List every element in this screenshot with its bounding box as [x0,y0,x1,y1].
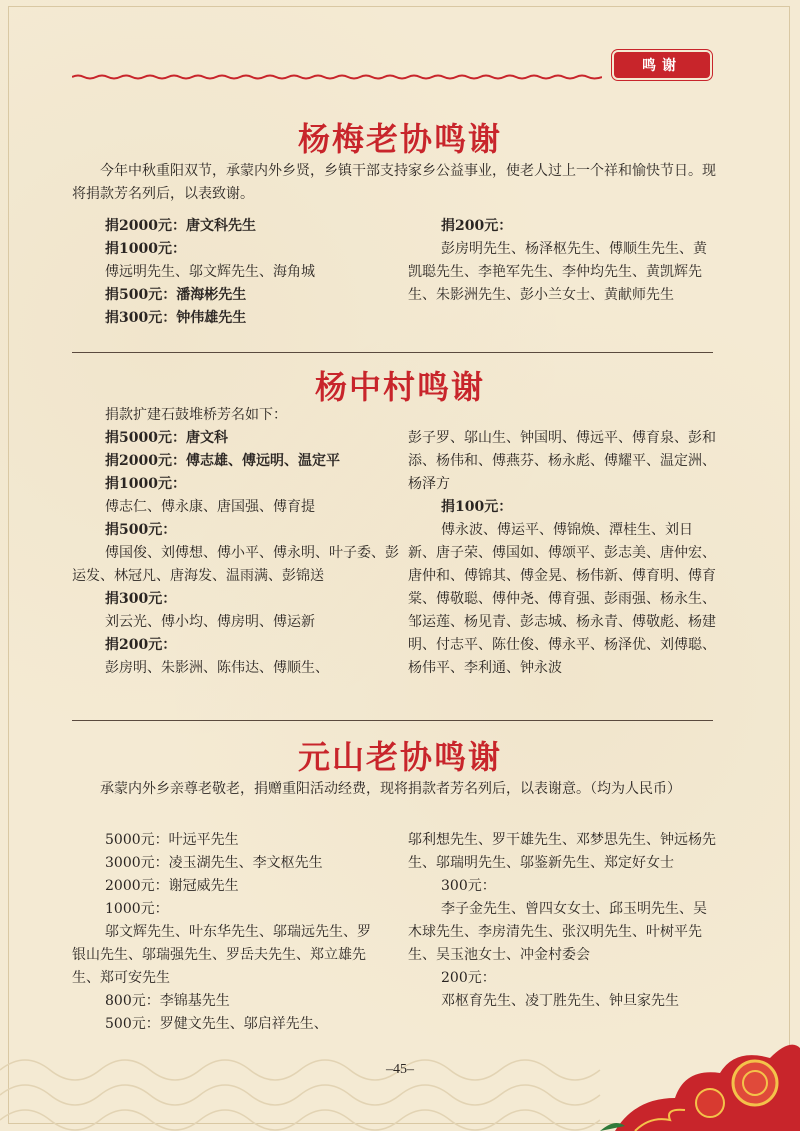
donor-names: 傅远明先生、邬文辉先生、海角城 [105,264,315,280]
donor-names: 傅志仁、傅永康、唐国强、傅育提 [105,499,315,515]
donation-amount-line: 200元： [441,970,496,986]
section1-left-column [72,215,402,330]
donation-amount-line: 捐100元： [441,499,513,515]
donation-amount-line: 1000元： [105,901,169,917]
donation-amount-line: 2000元：谢冠威先生 [105,878,239,894]
decorative-rule [72,74,602,80]
donation-amount-line: 5000元：叶远平先生 [105,832,239,848]
donation-amount-line: 捐2000元：傅志雄、傅远明、温定平 [105,453,340,469]
donation-amount-line: 800元：李锦基先生 [105,993,230,1009]
donor-names: 彭房明、朱影洲、陈伟达、傅顺生、 [105,660,329,676]
section-divider [72,352,713,353]
donor-names: 邬文辉先生、叶东华先生、邬瑞远先生、罗银山先生、邬瑞强先生、罗岳夫先生、郑立雄先生、郑可安先生 [72,924,371,986]
donor-names: 彭房明先生、杨泽枢先生、傅顺生先生、黄凯聪先生、李艳军先生、李仲均先生、黄凯辉先生、朱影洲先生、彭小兰女士、黄献师先生 [408,241,707,303]
section3-intro: 承蒙内外乡亲尊老敬老，捐赠重阳活动经费，现将捐款者芳名列后，以表谢意。（均为人民币） [100,781,681,797]
donation-amount-line: 捐1000元： [105,241,186,257]
section-divider [72,720,713,721]
donation-amount-line: 500元：罗健文先生、邬启祥先生、 [105,1016,328,1032]
donor-names: 傅国俊、刘傅想、傅小平、傅永明、叶子委、彭运发、林冠凡、唐海发、温雨满、彭锦送 [72,545,399,584]
donation-amount-line: 捐200元： [105,637,177,653]
donor-names: 傅永波、傅运平、傅锦焕、潭桂生、刘日新、唐子荣、傅国如、傅颂平、彭志美、唐仲宏、唐仲和、傅锦其、傅金晃、杨伟新、傅育明、傅育棠、傅敬聪、傅仲尧、傅育强、彭雨强、杨永生、邹运莲、杨见青、彭志城、杨永青、傅敬彪、杨建明、付志平、陈仕俊、傅永平、杨泽优、刘傅聪、杨伟平、李利通、钟永波 [408,522,716,676]
section1-intro: 今年中秋重阳双节，承蒙内外乡贤，乡镇干部支持家乡公益事业，使老人过上一个祥和愉快节日。现将捐款芳名列后，以表致谢。 [72,163,716,202]
section2-intro: 捐款扩建石鼓堆桥芳名如下： [105,407,287,423]
section2-intro-wrap [72,404,402,427]
section2-title: 杨中村鸣谢 [314,368,485,406]
auspicious-cloud-decoration [595,1028,800,1131]
donation-amount-line: 捐200元： [441,218,513,234]
section2-right-column [408,427,716,680]
page-number: –45– [386,1062,414,1077]
donor-names: 李子金先生、曾四女女士、邱玉明先生、吴木球先生、李房清先生、张汉明先生、叶树平先生、吴玉池女士、冲金村委会 [408,901,707,963]
donor-names: 刘云光、傅小均、傅房明、傅运新 [105,614,315,630]
section3-left-column [72,829,384,1036]
section-tag: 鸣谢 [614,52,710,78]
donor-names: 彭子罗、邬山生、钟国明、傅远平、傅育泉、彭和添、杨伟和、傅燕芬、杨永彪、傅耀平、温定洲、杨泽方 [408,430,716,492]
donation-amount-line: 捐300元：钟伟雄先生 [105,310,247,326]
section1-title: 杨梅老协鸣谢 [297,120,502,158]
section3-right-column [408,829,716,1013]
donation-amount-line: 捐500元： [105,522,177,538]
section2-left-column [72,427,402,680]
section3-title: 元山老协鸣谢 [297,738,502,776]
donation-amount-line: 捐2000元：唐文科先生 [105,218,256,234]
donor-names: 邬利想先生、罗干雄先生、邓梦思先生、钟远杨先生、邬瑞明先生、邬鉴新先生、郑定好女士 [408,832,716,871]
donation-amount-line: 捐1000元： [105,476,186,492]
donor-names: 邓枢育先生、凌丁胜先生、钟旦家先生 [441,993,679,1009]
section1-right-column [408,215,716,307]
donation-amount-line: 捐500元：潘海彬先生 [105,287,247,303]
donation-amount-line: 捐5000元：唐文科 [105,430,228,446]
donation-amount-line: 300元： [441,878,496,894]
donation-amount-line: 捐300元： [105,591,177,607]
donation-amount-line: 3000元：凌玉湖先生、李文枢先生 [105,855,323,871]
